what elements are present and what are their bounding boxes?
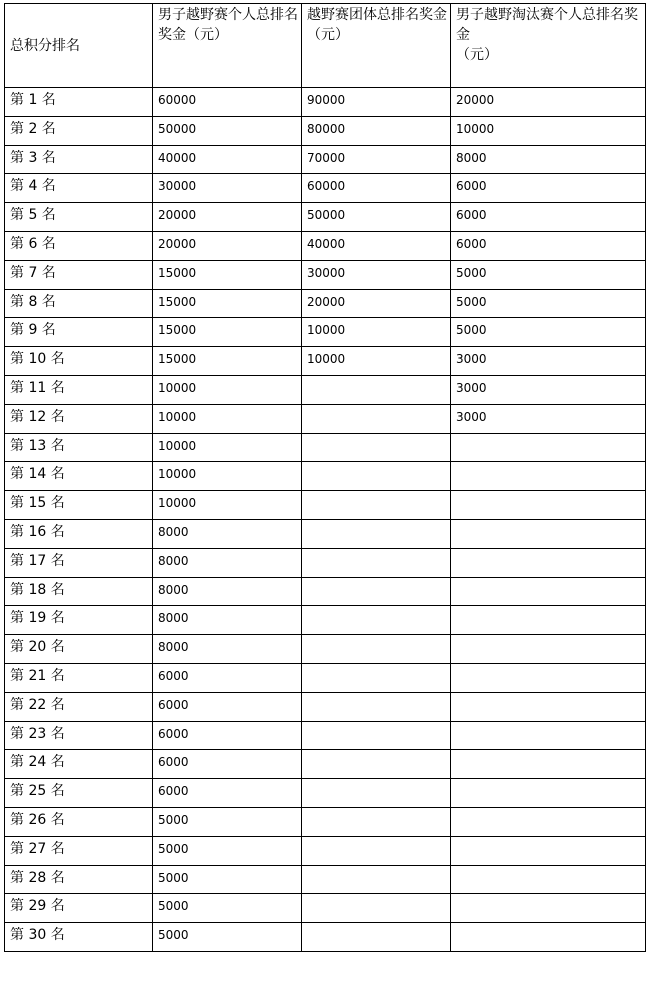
rank-cell: 第 11 名	[5, 375, 153, 404]
team-prize-cell: 40000	[302, 231, 451, 260]
team-prize-cell	[302, 750, 451, 779]
table-row	[5, 88, 646, 117]
team-prize-cell	[302, 491, 451, 520]
team-prize-cell	[302, 577, 451, 606]
team-prize-cell: 20000	[302, 289, 451, 318]
table-row	[5, 692, 646, 721]
team-prize-cell	[302, 807, 451, 836]
rank-cell: 第 4 名	[5, 174, 153, 203]
rank-cell: 第 12 名	[5, 404, 153, 433]
individual-prize-cell: 20000	[153, 231, 302, 260]
table-row	[5, 231, 646, 260]
eliminator-prize-cell	[451, 606, 646, 635]
eliminator-prize-cell	[451, 779, 646, 808]
eliminator-prize-cell	[451, 577, 646, 606]
rank-cell: 第 10 名	[5, 347, 153, 376]
table-row	[5, 779, 646, 808]
table-body	[5, 88, 646, 952]
rank-cell: 第 8 名	[5, 289, 153, 318]
individual-prize-cell: 6000	[153, 750, 302, 779]
individual-prize-cell: 15000	[153, 260, 302, 289]
team-prize-cell	[302, 865, 451, 894]
team-prize-cell	[302, 779, 451, 808]
individual-prize-cell: 6000	[153, 692, 302, 721]
rank-cell: 第 17 名	[5, 548, 153, 577]
individual-prize-cell: 10000	[153, 433, 302, 462]
table-row	[5, 519, 646, 548]
individual-prize-cell: 50000	[153, 116, 302, 145]
table-row	[5, 462, 646, 491]
header-eliminator-prize-label: 男子越野淘汰赛个人总排名奖金	[456, 7, 638, 43]
individual-prize-cell: 6000	[153, 721, 302, 750]
table-row	[5, 491, 646, 520]
eliminator-prize-cell	[451, 721, 646, 750]
rank-cell: 第 9 名	[5, 318, 153, 347]
eliminator-prize-cell	[451, 894, 646, 923]
team-prize-cell	[302, 836, 451, 865]
header-eliminator-prize	[451, 4, 646, 88]
rank-cell: 第 26 名	[5, 807, 153, 836]
table-row	[5, 116, 646, 145]
team-prize-cell	[302, 923, 451, 952]
eliminator-prize-cell	[451, 865, 646, 894]
header-row	[5, 4, 646, 88]
individual-prize-cell: 40000	[153, 145, 302, 174]
rank-cell: 第 14 名	[5, 462, 153, 491]
eliminator-prize-cell	[451, 519, 646, 548]
eliminator-prize-cell	[451, 462, 646, 491]
table-row	[5, 145, 646, 174]
individual-prize-cell: 8000	[153, 519, 302, 548]
header-individual-prize	[153, 4, 302, 88]
team-prize-cell: 80000	[302, 116, 451, 145]
individual-prize-cell: 20000	[153, 203, 302, 232]
eliminator-prize-cell	[451, 923, 646, 952]
prize-table	[4, 3, 646, 952]
rank-cell: 第 20 名	[5, 635, 153, 664]
table-row	[5, 721, 646, 750]
rank-cell: 第 2 名	[5, 116, 153, 145]
table-row	[5, 865, 646, 894]
eliminator-prize-cell: 20000	[451, 88, 646, 117]
rank-cell: 第 24 名	[5, 750, 153, 779]
table-row	[5, 375, 646, 404]
individual-prize-cell: 10000	[153, 404, 302, 433]
eliminator-prize-cell	[451, 836, 646, 865]
header-individual-prize-label: 男子越野赛个人总排名奖金（元）	[158, 7, 298, 43]
rank-cell: 第 1 名	[5, 88, 153, 117]
eliminator-prize-cell	[451, 750, 646, 779]
team-prize-cell	[302, 433, 451, 462]
eliminator-prize-cell: 3000	[451, 404, 646, 433]
team-prize-cell	[302, 663, 451, 692]
rank-cell: 第 15 名	[5, 491, 153, 520]
individual-prize-cell: 8000	[153, 635, 302, 664]
individual-prize-cell: 30000	[153, 174, 302, 203]
eliminator-prize-cell	[451, 635, 646, 664]
individual-prize-cell: 5000	[153, 807, 302, 836]
header-team-prize-label: 越野赛团体总排名奖金	[307, 7, 447, 23]
individual-prize-cell: 8000	[153, 606, 302, 635]
individual-prize-cell: 6000	[153, 663, 302, 692]
eliminator-prize-cell: 8000	[451, 145, 646, 174]
table-row	[5, 836, 646, 865]
table-row	[5, 318, 646, 347]
team-prize-cell: 50000	[302, 203, 451, 232]
eliminator-prize-cell: 5000	[451, 260, 646, 289]
rank-cell: 第 6 名	[5, 231, 153, 260]
table-row	[5, 433, 646, 462]
individual-prize-cell: 10000	[153, 491, 302, 520]
rank-cell: 第 13 名	[5, 433, 153, 462]
rank-cell: 第 5 名	[5, 203, 153, 232]
rank-cell: 第 18 名	[5, 577, 153, 606]
team-prize-cell: 60000	[302, 174, 451, 203]
table-row	[5, 260, 646, 289]
individual-prize-cell: 60000	[153, 88, 302, 117]
eliminator-prize-cell: 6000	[451, 203, 646, 232]
rank-cell: 第 19 名	[5, 606, 153, 635]
individual-prize-cell: 8000	[153, 548, 302, 577]
eliminator-prize-cell	[451, 663, 646, 692]
eliminator-prize-cell: 6000	[451, 231, 646, 260]
rank-cell: 第 21 名	[5, 663, 153, 692]
team-prize-cell	[302, 635, 451, 664]
individual-prize-cell: 5000	[153, 894, 302, 923]
eliminator-prize-cell	[451, 491, 646, 520]
individual-prize-cell: 5000	[153, 923, 302, 952]
table-row	[5, 289, 646, 318]
table-row	[5, 923, 646, 952]
table-row	[5, 548, 646, 577]
table-row	[5, 750, 646, 779]
team-prize-cell: 70000	[302, 145, 451, 174]
eliminator-prize-cell	[451, 807, 646, 836]
table-header	[5, 4, 646, 88]
table-row	[5, 663, 646, 692]
team-prize-cell	[302, 894, 451, 923]
team-prize-cell: 90000	[302, 88, 451, 117]
eliminator-prize-cell	[451, 433, 646, 462]
table-row	[5, 807, 646, 836]
table-row	[5, 894, 646, 923]
rank-cell: 第 3 名	[5, 145, 153, 174]
team-prize-cell	[302, 606, 451, 635]
rank-cell: 第 25 名	[5, 779, 153, 808]
eliminator-prize-cell: 6000	[451, 174, 646, 203]
table-row	[5, 404, 646, 433]
individual-prize-cell: 15000	[153, 318, 302, 347]
team-prize-cell	[302, 519, 451, 548]
rank-cell: 第 23 名	[5, 721, 153, 750]
team-prize-cell	[302, 692, 451, 721]
individual-prize-cell: 5000	[153, 836, 302, 865]
rank-cell: 第 28 名	[5, 865, 153, 894]
team-prize-cell: 10000	[302, 347, 451, 376]
eliminator-prize-cell	[451, 692, 646, 721]
header-rank-label: 总积分排名	[10, 37, 80, 54]
team-prize-cell: 10000	[302, 318, 451, 347]
rank-cell: 第 22 名	[5, 692, 153, 721]
table-row	[5, 635, 646, 664]
team-prize-cell	[302, 721, 451, 750]
header-eliminator-prize-unit: （元）	[456, 47, 498, 63]
table-row	[5, 203, 646, 232]
rank-cell: 第 16 名	[5, 519, 153, 548]
team-prize-cell	[302, 462, 451, 491]
eliminator-prize-cell	[451, 548, 646, 577]
team-prize-cell	[302, 404, 451, 433]
table-row	[5, 174, 646, 203]
eliminator-prize-cell: 3000	[451, 347, 646, 376]
table-row	[5, 577, 646, 606]
individual-prize-cell: 15000	[153, 289, 302, 318]
eliminator-prize-cell: 10000	[451, 116, 646, 145]
individual-prize-cell: 6000	[153, 779, 302, 808]
individual-prize-cell: 10000	[153, 375, 302, 404]
header-team-prize	[302, 4, 451, 88]
header-rank	[5, 4, 153, 88]
rank-cell: 第 30 名	[5, 923, 153, 952]
team-prize-cell	[302, 375, 451, 404]
header-team-prize-unit: （元）	[307, 27, 349, 43]
rank-cell: 第 7 名	[5, 260, 153, 289]
individual-prize-cell: 10000	[153, 462, 302, 491]
rank-cell: 第 29 名	[5, 894, 153, 923]
team-prize-cell	[302, 548, 451, 577]
individual-prize-cell: 15000	[153, 347, 302, 376]
table-row	[5, 347, 646, 376]
eliminator-prize-cell: 5000	[451, 318, 646, 347]
table-row	[5, 606, 646, 635]
eliminator-prize-cell: 5000	[451, 289, 646, 318]
rank-cell: 第 27 名	[5, 836, 153, 865]
team-prize-cell: 30000	[302, 260, 451, 289]
individual-prize-cell: 8000	[153, 577, 302, 606]
eliminator-prize-cell: 3000	[451, 375, 646, 404]
individual-prize-cell: 5000	[153, 865, 302, 894]
